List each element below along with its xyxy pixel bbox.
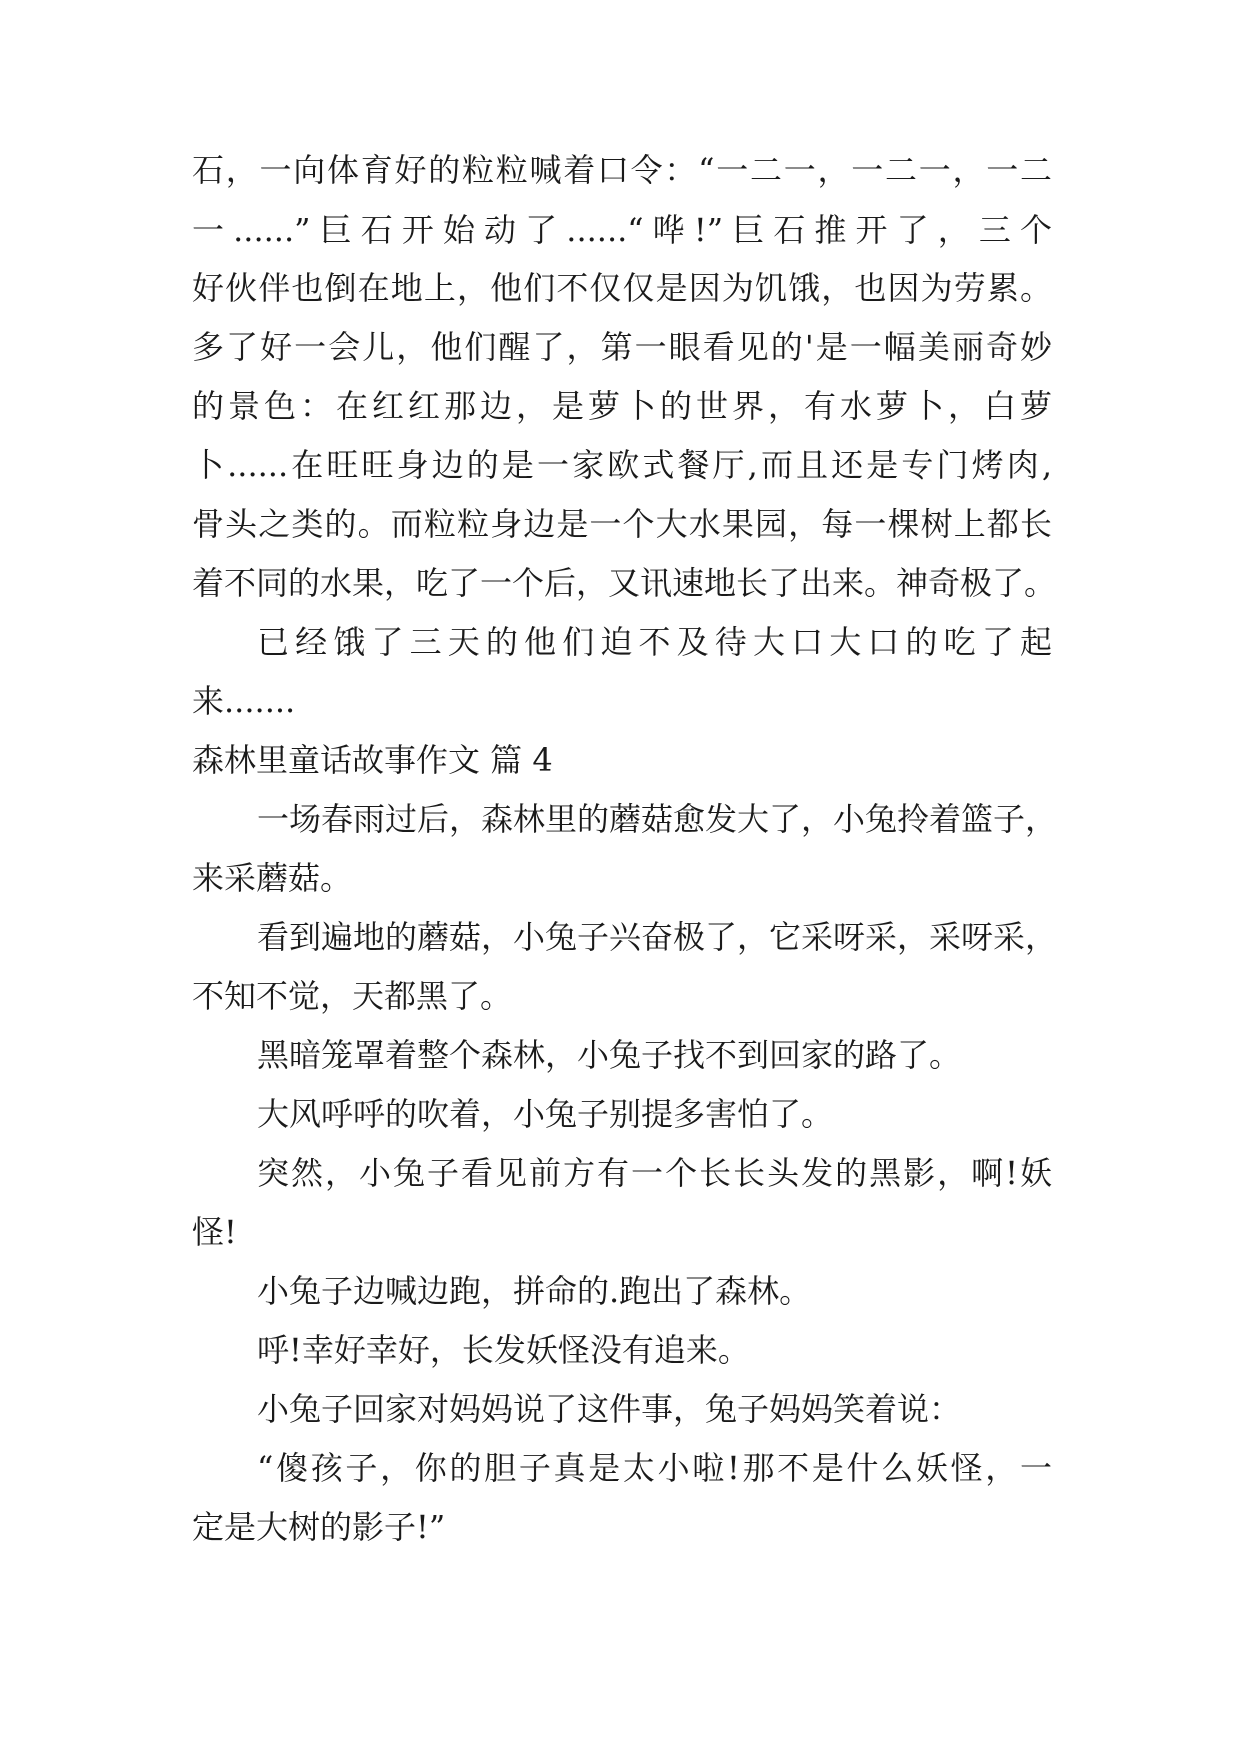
text-line: 定是大树的影子!” bbox=[192, 1508, 446, 1546]
text-line: 黑暗笼罩着整个森林，小兔子找不到回家的路了。 bbox=[257, 1036, 962, 1074]
text-line: 看到遍地的蘑菇，小兔子兴奋极了，它采呀采，采呀采， bbox=[257, 918, 1058, 956]
text-line: 卜......在旺旺身边的是一家欧式餐厅,而且还是专门烤肉, bbox=[192, 446, 1052, 484]
text-line: 好伙伴也倒在地上，他们不仅仅是因为饥饿，也因为劳累。 bbox=[192, 269, 1052, 307]
text-line: 多了好一会儿，他们醒了，第一眼看见的'是一幅美丽奇妙 bbox=[192, 328, 1052, 366]
text-line: 一场春雨过后，森林里的蘑菇愈发大了，小兔拎着篮子， bbox=[257, 800, 1058, 838]
text-line: 一......”巨石开始动了......“哗!”巨石推开了，三个 bbox=[192, 211, 1052, 249]
text-line: 骨头之类的。而粒粒身边是一个大水果园，每一棵树上都长 bbox=[192, 505, 1052, 543]
text-line: 怪! bbox=[192, 1213, 237, 1251]
text-line: 石，一向体育好的粒粒喊着口令：“一二一，一二一，一二 bbox=[192, 151, 1052, 189]
text-line: 呼!幸好幸好，长发妖怪没有追来。 bbox=[257, 1331, 750, 1369]
text-line: 已经饿了三天的他们迫不及待大口大口的吃了起 bbox=[257, 623, 1052, 661]
text-line: 不知不觉，天都黑了。 bbox=[192, 977, 513, 1015]
text-line: 大风呼呼的吹着，小兔子别提多害怕了。 bbox=[257, 1095, 834, 1133]
text-line: 着不同的水果，吃了一个后，又讯速地长了出来。神奇极了。 bbox=[192, 564, 1057, 602]
text-line: 来....... bbox=[192, 682, 296, 720]
section-heading: 森林里童话故事作文 篇 4 bbox=[192, 741, 553, 779]
text-line: 小兔子回家对妈妈说了这件事，兔子妈妈笑着说： bbox=[257, 1390, 962, 1428]
text-line: 突然，小兔子看见前方有一个长长头发的黑影，啊!妖 bbox=[257, 1154, 1052, 1192]
text-line: “傻孩子，你的胆子真是太小啦!那不是什么妖怪，一 bbox=[257, 1449, 1052, 1487]
text-line: 的景色：在红红那边，是萝卜的世界，有水萝卜，白萝 bbox=[192, 387, 1052, 425]
text-line: 小兔子边喊边跑，拼命的.跑出了森林。 bbox=[257, 1272, 812, 1310]
text-line: 来采蘑菇。 bbox=[192, 859, 353, 897]
